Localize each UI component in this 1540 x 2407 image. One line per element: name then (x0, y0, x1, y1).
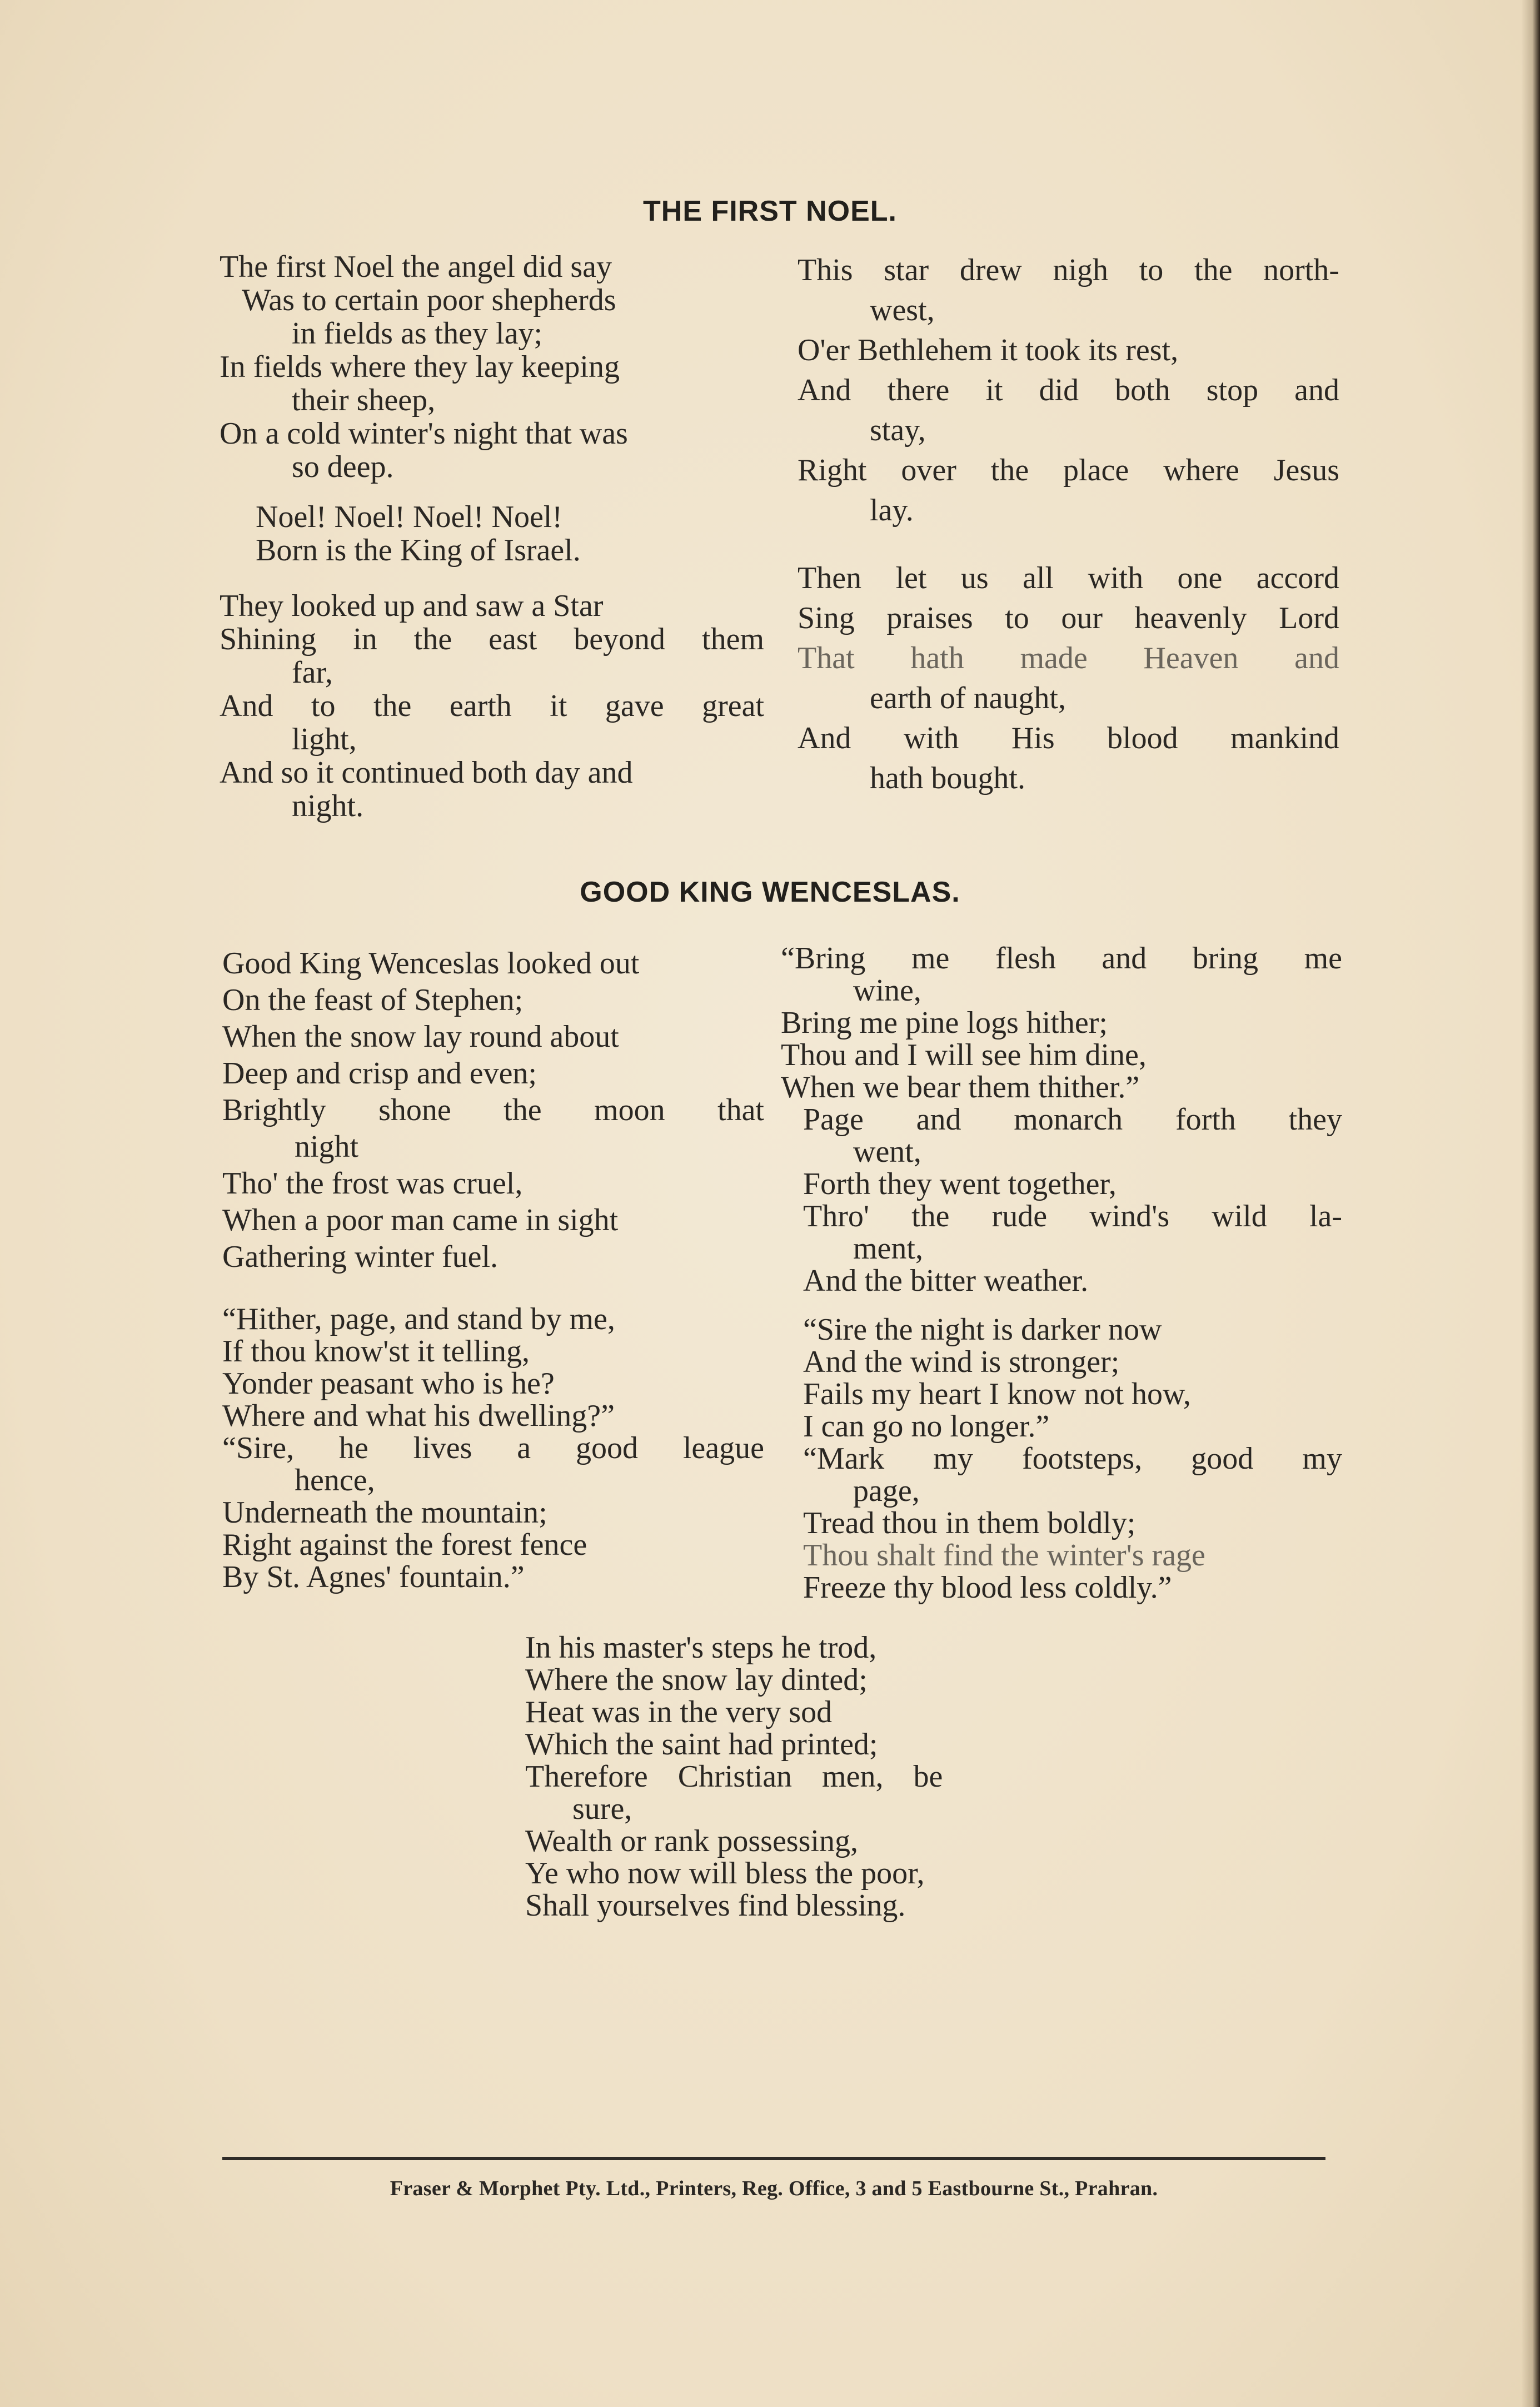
heading-good-king-wenceslas: GOOD KING WENCESLAS. (580, 876, 960, 908)
verse-line-faded: That hath made Heaven and (798, 641, 1339, 675)
wenceslas-verse-1 (222, 945, 764, 1275)
noel-right-column (798, 250, 1339, 798)
verse-line: went, (853, 1135, 921, 1169)
printer-imprint: Fraser & Morphet Pty. Ltd., Printers, Reg. Office, 3 and 5 Eastbourne St., Prahran. (390, 2177, 1158, 2200)
verse-line: Thro' the rude wind's wild la- (803, 1199, 1342, 1234)
verse-line: And the wind is stronger; (803, 1345, 1120, 1379)
noel-verse-3 (798, 250, 1339, 530)
verse-line: In fields where they lay keeping (220, 350, 620, 384)
verse-line: And with His blood mankind (798, 721, 1339, 755)
verse-line: hence, (295, 1463, 375, 1498)
noel-left-column (220, 250, 764, 823)
verse-line: Ye who now will bless the poor, (525, 1856, 925, 1891)
verse-line: If thou know'st it telling, (222, 1334, 530, 1369)
verse-line: Shall yourselves find blessing. (525, 1888, 906, 1923)
noel-verse-2 (220, 589, 764, 823)
verse-line: Heat was in the very sod (525, 1695, 833, 1729)
verse-line: Bring me pine logs hither; (781, 1006, 1108, 1040)
footer-divider (222, 2157, 1325, 2160)
verse-line: their sheep, (292, 383, 436, 417)
verse-line: night. (292, 789, 364, 823)
verse-line: ment, (853, 1231, 923, 1266)
page-edge-shadow (1521, 0, 1540, 2407)
verse-line: stay, (870, 413, 926, 447)
verse-line: “Sire, he lives a good league (222, 1431, 764, 1465)
verse-line: I can go no longer.” (803, 1409, 1050, 1444)
verse-line: By St. Agnes' fountain.” (222, 1560, 525, 1594)
verse-line: Freeze thy blood less coldly.” (803, 1570, 1172, 1605)
verse-line: in fields as they lay; (292, 316, 543, 351)
verse-line: “Hither, page, and stand by me, (222, 1302, 615, 1336)
verse-line: On the feast of Stephen; (222, 983, 524, 1017)
verse-line: Tho' the frost was cruel, (222, 1166, 523, 1201)
verse-line: Noel! Noel! Noel! Noel! (256, 500, 563, 534)
verse-line: They looked up and saw a Star (220, 589, 604, 623)
verse-line: Wealth or rank possessing, (525, 1824, 858, 1858)
noel-verse-4 (798, 558, 1339, 798)
verse-line: Good King Wenceslas looked out (222, 946, 640, 981)
verse-line: sure, (572, 1792, 632, 1826)
verse-line: Deep and crisp and even; (222, 1056, 537, 1091)
wenceslas-right-column (781, 942, 1342, 1604)
verse-line: When a poor man came in sight (222, 1203, 619, 1237)
verse-line: Right over the place where Jesus (798, 453, 1339, 488)
verse-line: Shining in the east beyond them (220, 622, 764, 657)
wenceslas-verse-5 (525, 1632, 1067, 1922)
verse-line: Where the snow lay dinted; (525, 1663, 868, 1697)
verse-line: Yonder peasant who is he? (222, 1366, 555, 1401)
noel-verse-1 (220, 250, 764, 484)
verse-line: On a cold winter's night that was (220, 416, 628, 451)
verse-line: When the snow lay round about (222, 1020, 619, 1054)
verse-line: “Bring me flesh and bring me (781, 941, 1342, 976)
verse-line: Page and monarch forth they (803, 1102, 1342, 1137)
verse-line: In his master's steps he trod, (525, 1630, 877, 1665)
verse-line: Fails my heart I know not how, (803, 1377, 1191, 1411)
verse-line: far, (292, 655, 333, 690)
verse-line: light, (292, 722, 357, 757)
verse-line: night (295, 1130, 359, 1164)
verse-line: earth of naught, (870, 681, 1066, 715)
verse-line: This star drew nigh to the north- (798, 253, 1339, 287)
heading-first-noel: THE FIRST NOEL. (643, 195, 897, 227)
verse-line: The first Noel the angel did say (220, 250, 612, 284)
wenceslas-left-column (222, 945, 764, 1593)
verse-line: “Mark my footsteps, good my (803, 1441, 1342, 1476)
verse-line: lay. (870, 493, 914, 528)
wenceslas-final-verse (525, 1632, 1067, 1922)
verse-line: Therefore Christian men, be (525, 1759, 943, 1794)
verse-line: And there it did both stop and (798, 373, 1339, 407)
verse-line: wine, (853, 973, 921, 1008)
verse-line: Sing praises to our heavenly Lord (798, 601, 1339, 635)
verse-line: Forth they went together, (803, 1167, 1117, 1201)
verse-line: Underneath the mountain; (222, 1495, 547, 1530)
verse-line: west, (870, 293, 935, 327)
verse-line: Gathering winter fuel. (222, 1240, 499, 1274)
verse-line: Born is the King of Israel. (256, 533, 581, 568)
verse-line: “Sire the night is darker now (803, 1312, 1162, 1347)
verse-line: Was to certain poor shepherds (242, 283, 616, 317)
verse-line: Brightly shone the moon that (222, 1093, 764, 1127)
verse-line: Thou and I will see him dine, (781, 1038, 1147, 1072)
verse-line: page, (853, 1474, 920, 1508)
verse-line: And to the earth it gave great (220, 689, 764, 723)
wenceslas-verse-2 (781, 942, 1342, 1297)
verse-line: Where and what his dwelling?” (222, 1399, 615, 1433)
wenceslas-verse-3 (222, 1303, 764, 1593)
verse-line: Which the saint had printed; (525, 1727, 878, 1762)
verse-line: Tread thou in them boldly; (803, 1506, 1136, 1540)
verse-line: hath bought. (870, 761, 1025, 795)
verse-line-faded: Thou shalt find the winter's rage (803, 1538, 1205, 1573)
wenceslas-verse-4 (781, 1314, 1342, 1604)
verse-line: O'er Bethlehem it took its rest, (798, 333, 1179, 367)
verse-line: And the bitter weather. (803, 1264, 1089, 1298)
verse-line: Then let us all with one accord (798, 561, 1339, 595)
verse-line: so deep. (292, 450, 394, 484)
verse-line: And so it continued both day and (220, 755, 633, 790)
verse-line: When we bear them thither.” (781, 1070, 1140, 1105)
verse-line: Right against the forest fence (222, 1528, 587, 1562)
noel-refrain (220, 500, 764, 567)
